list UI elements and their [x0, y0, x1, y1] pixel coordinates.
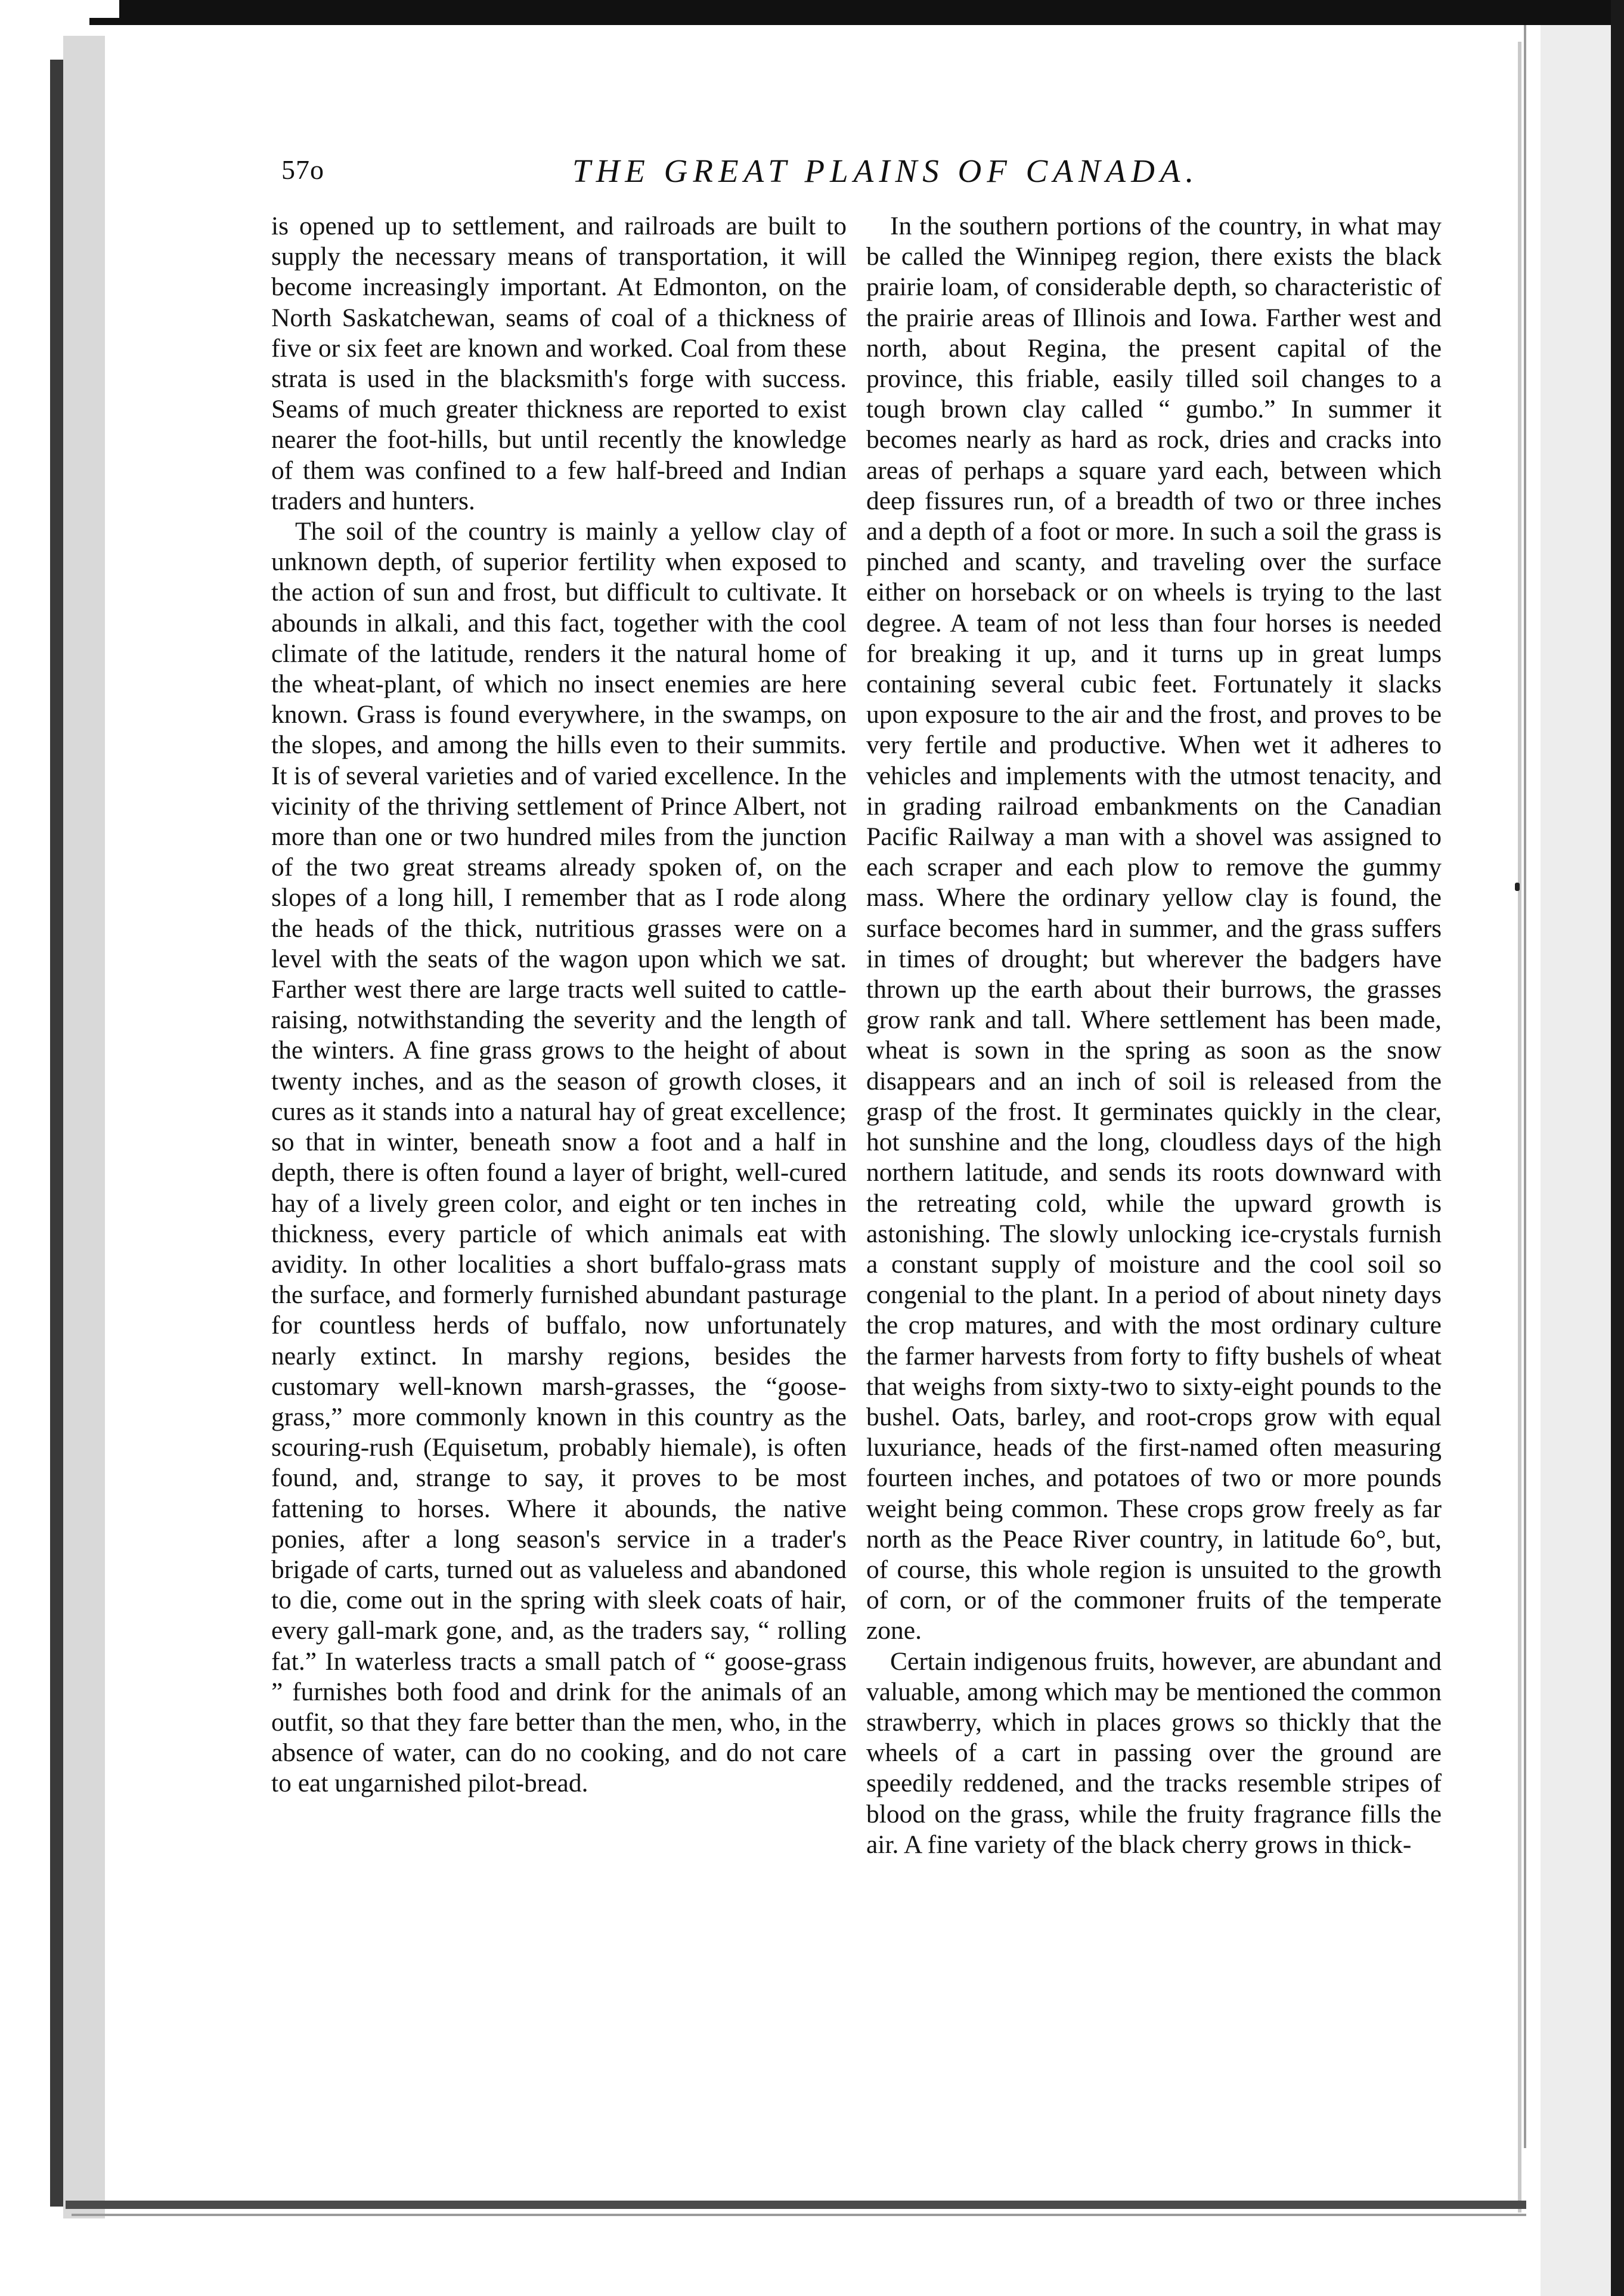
page-fold-line [1518, 42, 1521, 2213]
running-head: THE GREAT PLAINS OF CANADA. [572, 153, 1200, 189]
scan-corner [0, 0, 119, 18]
paragraph: In the southern portions of the country, in what may be called the Winnipeg region, there exists the black prairie loam, of considerable depth, so characteristic of the prairie areas of Illinois and Iowa. Farther west and north, about Regina, the present capital of the province, this friable, easily tilled soil changes to a tough brown clay called “ gumbo.” In summer it becomes nearly as hard as rock, dries and cracks into areas of perhaps a square yard each, between which deep fissures run, of a breadth of two or three inches and a depth of a foot or more. In such a soil the grass is pinched and scanty, and traveling over the surface either on horseback or on wheels is trying to the last degree. A team of not less than four horses is needed for breaking it up, and it turns up in great lumps containing several cubic feet. Fortunately it slacks upon exposure to the air and the frost, and proves to be very fertile and productive. When wet it adheres to vehicles and implements with the utmost tenacity, and in grading railroad embankments on the Canadian Pacific Railway a man with a shovel was assigned to each scraper and each plow to remove the gummy mass. Where the ordinary yellow clay is found, the surface becomes hard in summer, and the grass suffers in times of drought; but wherever the badgers have thrown up the earth about their burrows, the grasses grow rank and tall. Where settlement has been made, wheat is sown in the spring as soon as the snow disappears and an inch of soil is released from the grasp of the frost. It germinates quickly in the clear, hot sunshine and the long, cloudless days of the high northern latitude, and sends its roots downward with the retreating cold, while the upward growth is astonishing. The slowly unlocking ice-crystals furnish a constant supply of moisture and the cool soil so congenial to the plant. In a period of about ninety days the crop matures, and with the most ordinary culture the farmer harvests from forty to fifty bushels of wheat that weighs from sixty-two to sixty-eight pounds to the bushel. Oats, barley, and root-crops grow with equal luxuriance, heads of the first-named often measuring fourteen inches, and potatoes of two or more pounds weight being common. These crops grow freely as far north as the Peace River country, in latitude 6o°, but, of course, this whole region is unsuited to the growth of corn, or of the commoner fruits of the temperate zone. [866, 212, 1442, 1645]
scan-edge-right [1611, 0, 1624, 2296]
text-column-left [271, 211, 847, 2075]
scan-edge-bottom [66, 2201, 1526, 2209]
scan-margin-left [63, 36, 105, 2218]
paragraph: The soil of the country is mainly a yellow clay of unknown depth, of superior fertility when exposed to the action of sun and frost, but difficult to cultivate. It abounds in alkali, and this fact, together with the cool climate of the latitude, renders it the natural home of the wheat-plant, of which no insect enemies are here known. Grass is found everywhere, in the swamps, on the slopes, and among the hills even to their summits. It is of several varieties and of varied excellence. In the vicinity of the thriving settlement of Prince Albert, not more than one or two hundred miles from the junction of the two great streams already spoken of, on the slopes of a long hill, I remember that as I rode along the heads of the thick, nutritious grasses were on a level with the seats of the wagon upon which we sat. Farther west there are large tracts well suited to cattle-raising, notwithstanding the severity and the length of the winters. A fine grass grows to the height of about twenty inches, and as the season of growth closes, it cures as it stands into a natural hay of great excellence; so that in winter, beneath snow a foot and a half in depth, there is often found a layer of bright, well-cured hay of a lively green color, and eight or ten inches in thickness, every particle of which animals eat with avidity. In other localities a short buffalo-grass mats the surface, and formerly furnished abundant pasturage for countless herds of buffalo, now unfortunately nearly extinct. In marshy regions, besides the customary well-known marsh-grasses, the “goose-grass,” more commonly known in this country as the scouring-rush (Equisetum, probably hiemale), is often found, and, strange to say, it proves to be most fattening to horses. Where it abounds, the native ponies, after a long season's service in a trader's brigade of carts, turned out as valueless and abandoned to die, come out in the spring with sleek coats of hair, every gall-mark gone, and, as the traders say, “ rolling fat.” In waterless tracts a small patch of “ goose-grass ” furnishes both food and drink for the animals of an outfit, so that they fare better than the men, who, in the absence of water, can do no cooking, and do not care to eat ungarnished pilot-bread. [271, 517, 847, 1798]
paragraph: is opened up to settlement, and railroads are built to supply the necessary means of transportation, it will become increasingly important. At Edmonton, on the North Saskatchewan, seams of coal of a thickness of five or six feet are known and worked. Coal from these strata is used in the blacksmith's forge with success. Seams of much greater thickness are reported to exist nearer the foot-hills, but until recently the knowledge of them was confined to a few half-breed and Indian traders and hunters. [271, 212, 847, 515]
paragraph: Certain indigenous fruits, however, are abundant and valuable, among which may be mentioned the common strawberry, which in places grows so thickly that the wheels of a cart in passing over the ground are speedily reddened, and the tracks resemble stripes of blood on the grass, while the fruity fragrance fills the air. A fine variety of the black cherry grows in thick- [866, 1647, 1442, 1859]
page-number: 57o [281, 154, 324, 185]
scan-edge-shadow [50, 60, 63, 2207]
text-column-right [866, 211, 1442, 2075]
ink-mark [1515, 883, 1520, 891]
scan-edge-bottom-line [72, 2214, 1526, 2216]
scan-edge-top [89, 0, 1624, 25]
